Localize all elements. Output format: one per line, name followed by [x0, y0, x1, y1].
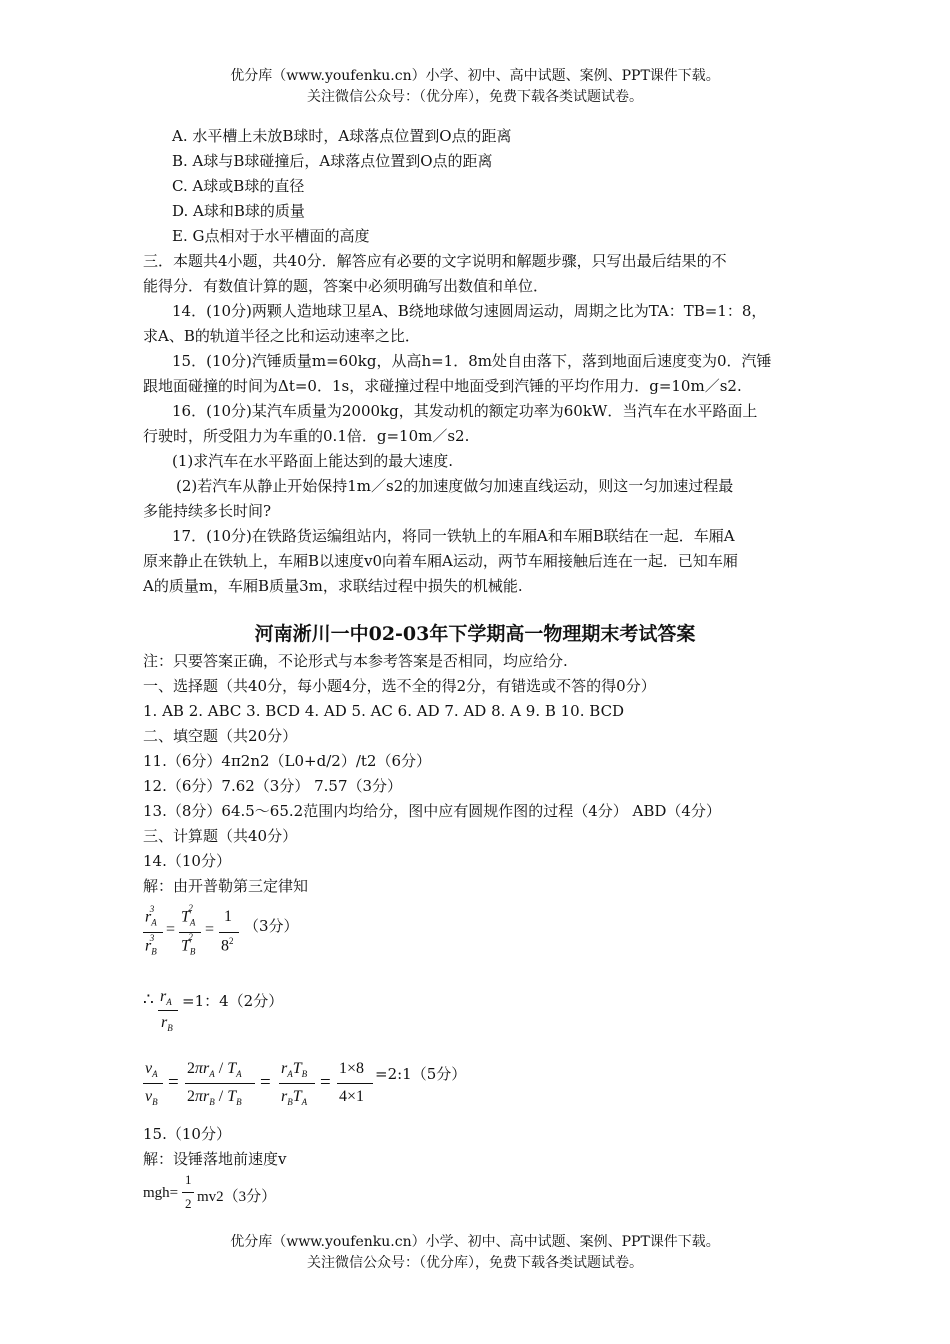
answer-11: 11.（6分）4π2n2（L0+d/2）/t2（6分）: [143, 752, 431, 770]
section3-line-2: 能得分．有数值计算的题，答案中必须明确写出数值和单位．: [143, 277, 549, 295]
answer-14-heading: 14.（10分）: [143, 852, 231, 870]
footer-line-2: 关注微信公众号：（优分库），免费下载各类试题试卷。: [307, 1255, 643, 1271]
part2-heading: 二、填空题（共20分）: [143, 727, 298, 745]
answer-12: 12.（6分）7.62（3分） 7.57（3分）: [143, 777, 403, 795]
header-line-2: 关注微信公众号：（优分库），免费下载各类试题试卷。: [307, 89, 643, 105]
part1-heading: 一、选择题（共40分，每小题4分，选不全的得2分，有错选或不答的得0分）: [143, 677, 656, 695]
option-b: B. A球与B球碰撞后，A球落点位置到O点的距离: [172, 152, 493, 170]
option-c: C. A球或B球的直径: [172, 177, 305, 195]
speed-ratio-result: =2:1（5分）: [375, 1065, 467, 1083]
q16-line-3: (1)求汽车在水平路面上能达到的最大速度.: [172, 452, 454, 470]
option-d: D. A球和B球的质量: [172, 202, 305, 220]
kepler-score: （3分）: [244, 917, 299, 935]
choice-answers: 1. AB 2. ABC 3. BCD 4. AD 5. AC 6. AD 7. AD 8. A 9. B 10. BCD: [143, 702, 625, 720]
answer-15-solution: 解：设锤落地前速度v: [143, 1150, 287, 1168]
q17-line-3: A的质量m，车厢B质量3m，求联结过程中损失的机械能.: [143, 577, 523, 595]
energy-right: mv2（3分）: [197, 1189, 277, 1205]
q16-line-2: 行驶时，所受阻力为车重的0.1倍．g=10m／s2.: [143, 427, 470, 445]
section3-line-1: 三．本题共4小题，共40分．解答应有必要的文字说明和解题步骤，只写出最后结果的不: [143, 252, 727, 270]
option-a: A. 水平槽上未放B球时，A球落点位置到O点的距离: [172, 127, 512, 145]
answer-15-heading: 15.（10分）: [143, 1125, 231, 1143]
page-footer: [0, 1232, 950, 1274]
answer-14-solution: 解：由开普勒第三定律知: [143, 877, 309, 895]
q17-line-2: 原来静止在铁轨上，车厢B以速度v0向着车厢A运动，两节车厢接触后连在一起．已知车厢: [143, 552, 738, 570]
q16-line-1: 16．(10分)某汽车质量为2000kg，其发动机的额定功率为60kW．当汽车在水平路面上: [172, 402, 758, 420]
q15-line-2: 跟地面碰撞的时间为Δt=0．1s，求碰撞过程中地面受到汽锤的平均作用力．g=10m／s2.: [143, 377, 742, 395]
q16-line-4: (2)若汽车从静止开始保持1m／s2的加速度做匀加速直线运动，则这一匀加速过程最: [176, 477, 734, 495]
radius-ratio-result: =1：4（2分）: [182, 992, 284, 1010]
footer-line-1: 优分库（www.youfenku.cn）小学、初中、高中试题、案例、PPT课件下载。: [230, 1234, 720, 1250]
q15-line-1: 15．(10分)汽锤质量m=60kg，从高h=1．8m处自由落下，落到地面后速度变为0．汽锤: [172, 352, 772, 370]
answer-13: 13.（8分）64.5～65.2范围内均给分，图中应有圆规作图的过程（4分） ABD（4分）: [143, 802, 721, 820]
q17-line-1: 17．(10分)在铁路货运编组站内，将同一铁轨上的车厢A和车厢B联结在一起．车厢A: [172, 527, 735, 545]
q14-line-1: 14．(10分)两颗人造地球卫星A、B绕地球做匀速圆周运动，周期之比为TA：TB=1：8，: [172, 302, 767, 320]
page-header: [0, 66, 950, 108]
header-line-1: 优分库（www.youfenku.cn）小学、初中、高中试题、案例、PPT课件下载。: [230, 68, 720, 84]
part3-heading: 三、计算题（共40分）: [143, 827, 298, 845]
q16-line-5: 多能持续多长时间?: [143, 502, 272, 520]
energy-left: mgh=: [143, 1185, 179, 1201]
option-e: E. G点相对于水平槽面的高度: [172, 227, 370, 245]
answer-note: 注：只要答案正确，不论形式与本参考答案是否相同，均应给分.: [143, 652, 568, 670]
q14-line-2: 求A、B的轨道半径之比和运动速率之比．: [143, 327, 420, 345]
answer-title: 河南淅川一中02-03年下学期高一物理期末考试答案: [254, 623, 696, 645]
